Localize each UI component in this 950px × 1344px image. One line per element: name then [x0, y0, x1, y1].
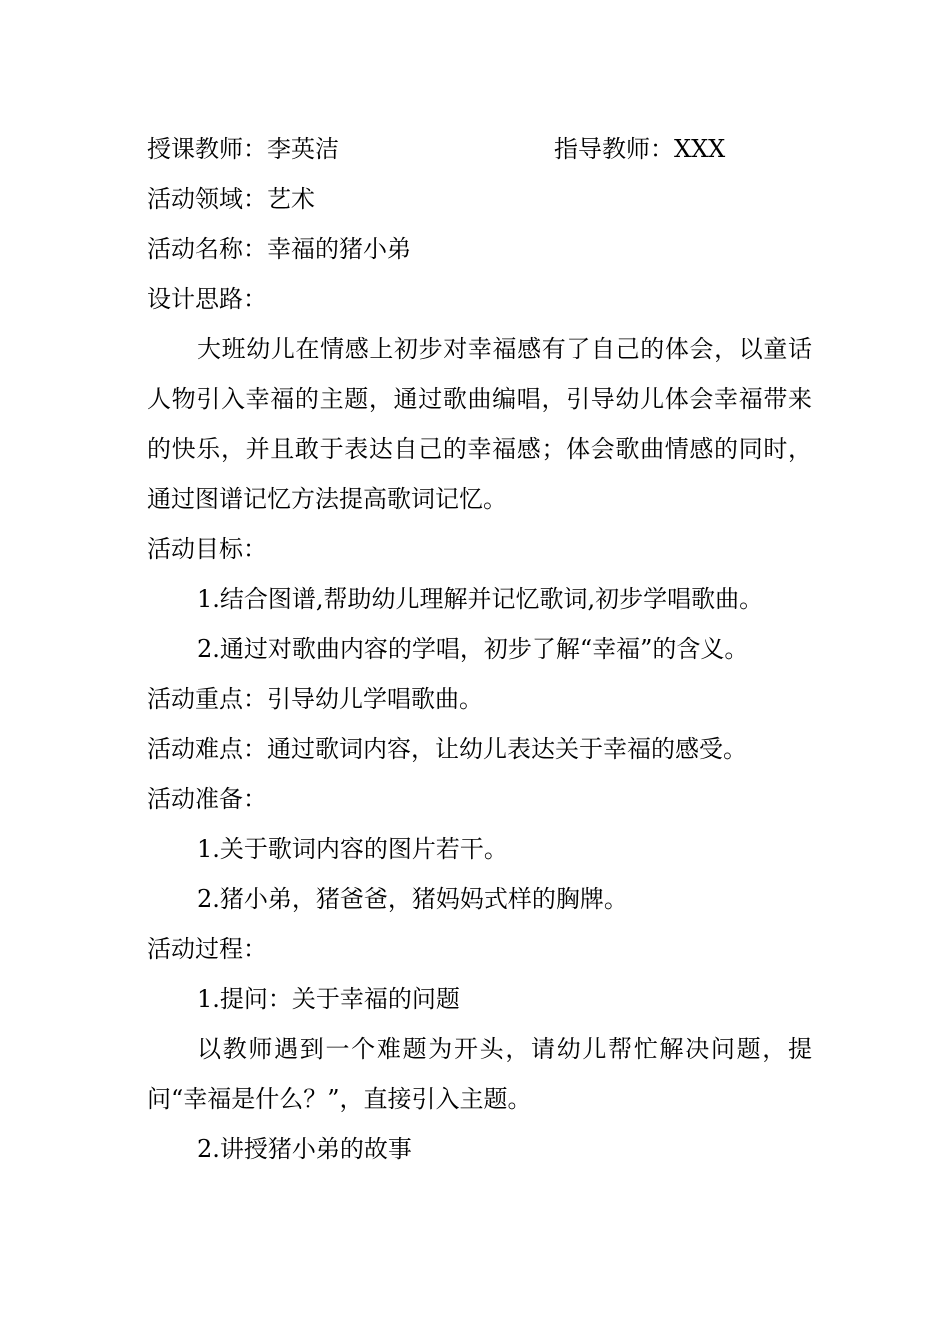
teacher-name: 李英洁 [267, 135, 339, 163]
process-step-title: 2.讲授猪小弟的故事 [197, 1135, 412, 1163]
process-step-title: 1.提问：关于幸福的问题 [197, 985, 460, 1013]
lesson-plan-body [147, 124, 812, 1174]
guide-label: 指导教师： [554, 135, 674, 163]
design-heading: 设计思路： [147, 285, 267, 313]
goal-item: 1.结合图谱,帮助幼儿理解并记忆歌词,初步学唱歌曲。 [197, 585, 764, 613]
goals-heading: 活动目标： [147, 535, 267, 563]
process-step-text: 以教师遇到一个难题为开头，请幼儿帮忙解决问题，提问“幸福是什么？”，直接引入主题。 [147, 1035, 812, 1113]
preparation-item: 1.关于歌词内容的图片若干。 [197, 835, 508, 863]
guide-teacher [554, 124, 725, 174]
design-paragraph: 大班幼儿在情感上初步对幸福感有了自己的体会，以童话人物引入幸福的主题，通过歌曲编唱，引导幼儿体会幸福带来的快乐，并且敢于表达自己的幸福感；体会歌曲情感的同时，通过图谱记忆方法提高歌词记忆。 [147, 335, 812, 513]
guide-name: XXX [674, 135, 726, 163]
teacher-info-row [147, 124, 812, 174]
preparation-item: 2.猪小弟，猪爸爸，猪妈妈式样的胸牌。 [197, 885, 628, 913]
process-heading: 活动过程： [147, 935, 267, 963]
key-point: 活动重点：引导幼儿学唱歌曲。 [147, 685, 483, 713]
goal-item: 2.通过对歌曲内容的学唱，初步了解“幸福”的含义。 [197, 635, 749, 663]
teacher-label: 授课教师： [147, 135, 267, 163]
preparation-heading: 活动准备： [147, 785, 267, 813]
activity-domain: 活动领域：艺术 [147, 185, 315, 213]
difficulty: 活动难点：通过歌词内容，让幼儿表达关于幸福的感受。 [147, 735, 747, 763]
activity-name: 活动名称：幸福的猪小弟 [147, 235, 411, 263]
